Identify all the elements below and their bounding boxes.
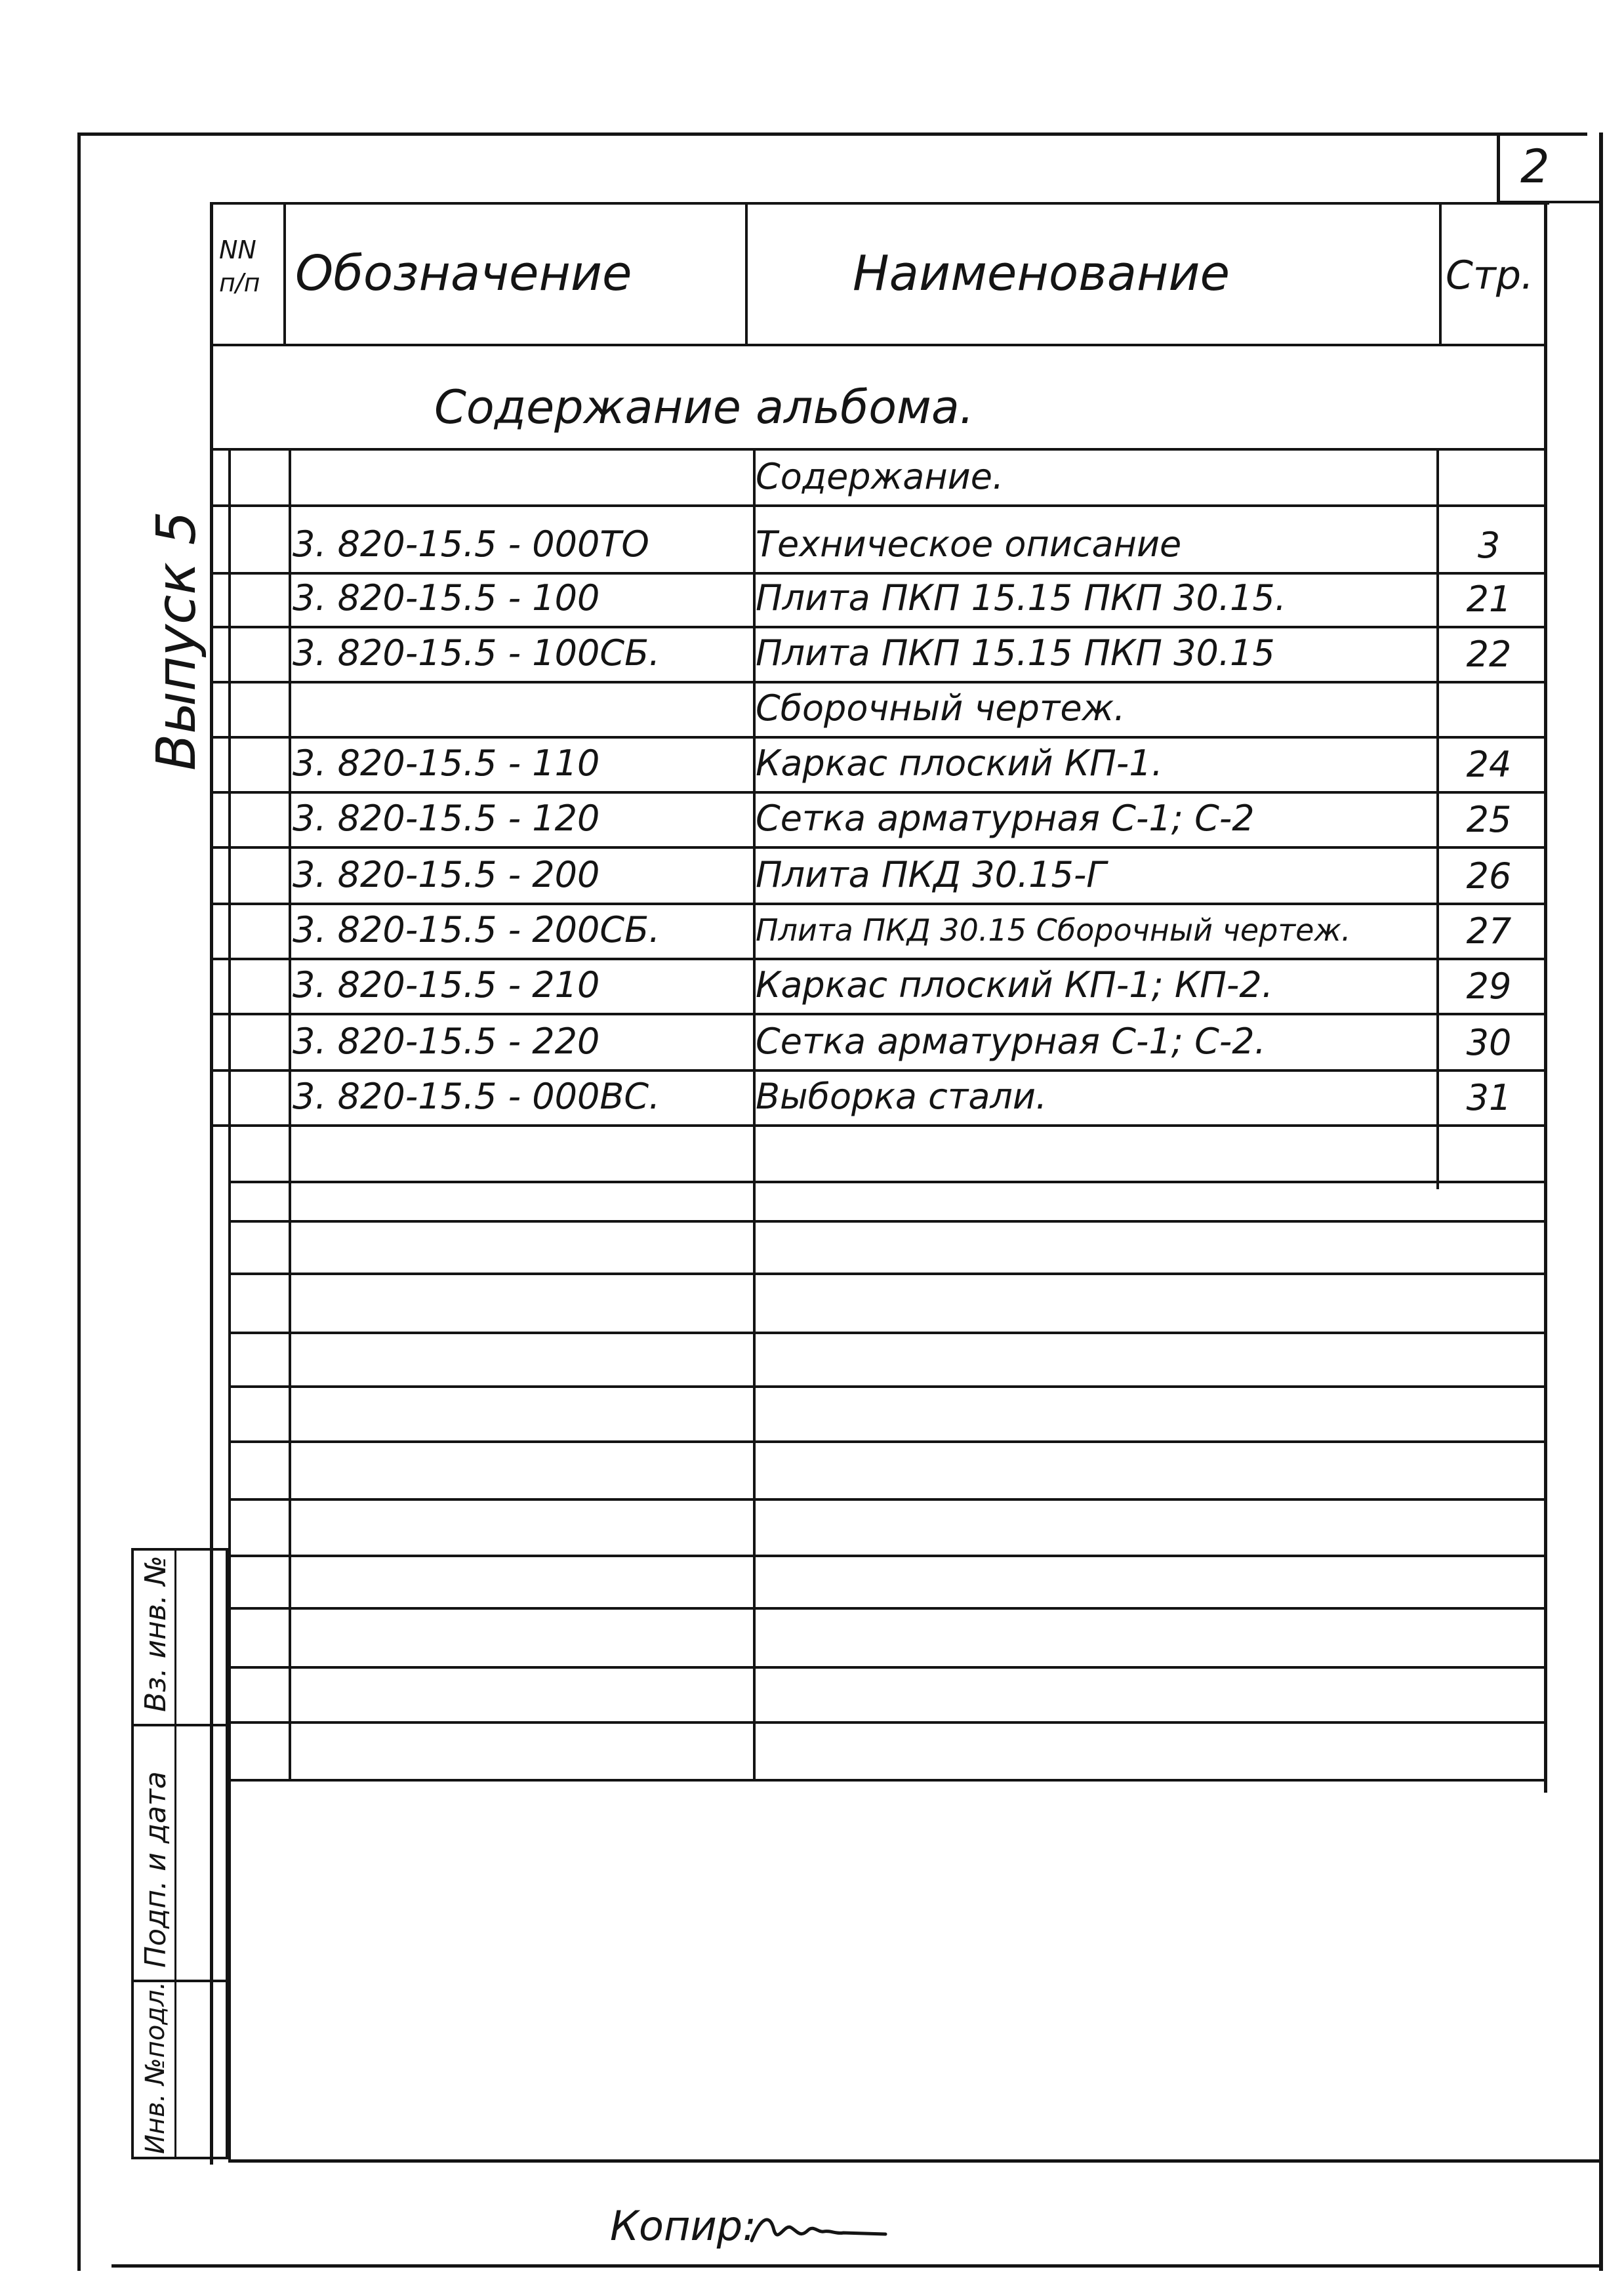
body-divider-3 — [1436, 448, 1439, 1189]
row-designation: 3. 820-15.5 - 000ВС. — [293, 1076, 660, 1117]
row-separator — [211, 903, 1547, 905]
section-bottom-line — [211, 448, 1547, 451]
row-separator — [211, 736, 1547, 739]
header-name: Наименование — [853, 245, 1230, 302]
empty-row-separator — [228, 1332, 1547, 1334]
row-page: 24 — [1466, 744, 1512, 785]
copied-label: Копир: — [610, 2202, 757, 2250]
stamp-divider-1 — [131, 1724, 228, 1726]
row-name: Плита ПКП 15.15 ПКП 30.15. — [756, 577, 1286, 619]
page-number-box-left — [1497, 132, 1500, 203]
row-designation: 3. 820-15.5 - 110 — [293, 743, 600, 784]
row-designation: 3. 820-15.5 - 210 — [293, 964, 600, 1006]
empty-row-separator — [228, 1498, 1547, 1501]
row-separator — [211, 504, 1547, 507]
row-page: 26 — [1466, 855, 1512, 897]
frame-right-line — [1599, 132, 1603, 2271]
header-designation: Обозначение — [295, 245, 632, 302]
row-page: 25 — [1466, 799, 1512, 840]
row-page: 3 — [1477, 525, 1501, 566]
empty-row-separator — [228, 1666, 1547, 1669]
table-bottom-line — [228, 2159, 1602, 2163]
page-number: 2 — [1520, 140, 1550, 194]
frame-bottom-line — [112, 2264, 1602, 2268]
row-name: Сетка арматурная С-1; С-2 — [756, 798, 1255, 839]
stamp-original-inventory: Инв. №подл. — [140, 1981, 171, 2154]
empty-row-separator — [228, 1181, 1547, 1183]
header-bottom-line — [211, 344, 1547, 346]
row-designation: 3. 820-15.5 - 200 — [293, 854, 600, 895]
row-name: Техническое описание — [756, 523, 1182, 565]
row-name: Содержание. — [756, 456, 1004, 497]
row-designation: 3. 820-15.5 - 120 — [293, 798, 600, 839]
row-name: Каркас плоский КП-1. — [756, 743, 1163, 784]
row-name: Сетка арматурная С-1; С-2. — [756, 1021, 1266, 1062]
row-designation: 3. 820-15.5 - 200СБ. — [293, 909, 660, 950]
row-name: Выборка стали. — [756, 1076, 1047, 1117]
issue-label: Выпуск 5 — [146, 511, 208, 771]
empty-row-separator — [228, 1721, 1547, 1724]
row-separator — [211, 1124, 1547, 1127]
left-margin-divider — [228, 448, 231, 2161]
stamp-sign-date: Подп. и дата — [139, 1771, 173, 1968]
row-separator — [211, 958, 1547, 960]
header-divider-2 — [745, 202, 748, 345]
stamp-middle-line — [174, 1548, 176, 2159]
row-page: 21 — [1466, 579, 1512, 620]
empty-row-separator — [228, 1273, 1547, 1275]
row-name: Плита ПКП 15.15 ПКП 30.15 — [756, 632, 1275, 674]
copier-signature — [748, 2204, 892, 2256]
row-name: Каркас плоский КП-1; КП-2. — [756, 964, 1273, 1006]
row-designation: 3. 820-15.5 - 000ТО — [293, 523, 649, 565]
row-separator — [211, 791, 1547, 794]
body-divider-1 — [289, 448, 291, 1781]
row-separator — [211, 846, 1547, 849]
row-separator — [211, 626, 1547, 628]
row-page: 30 — [1466, 1022, 1512, 1063]
empty-row-separator — [228, 1220, 1547, 1223]
header-divider-3 — [1439, 202, 1442, 345]
row-name: Сборочный чертеж. — [756, 687, 1126, 729]
empty-row-separator — [228, 1440, 1547, 1443]
section-title: Содержание альбома. — [434, 380, 974, 434]
header-num: NN п/п — [219, 235, 260, 297]
header-divider-1 — [283, 202, 286, 345]
row-page: 31 — [1466, 1077, 1512, 1118]
row-name: Плита ПКД 30.15 Сборочный чертеж. — [756, 912, 1351, 948]
row-page: 27 — [1466, 910, 1512, 952]
empty-row-separator — [228, 1555, 1547, 1557]
row-designation: 3. 820-15.5 - 100 — [293, 577, 600, 619]
row-separator — [211, 1069, 1547, 1072]
empty-row-separator — [228, 1385, 1547, 1388]
empty-row-separator — [228, 1607, 1547, 1610]
table-end-line — [228, 1779, 1547, 1782]
table-top-line — [211, 202, 1549, 205]
stamp-replaced-inventory: Вз. инв. № — [139, 1555, 173, 1712]
row-designation: 3. 820-15.5 - 220 — [293, 1021, 600, 1062]
row-page: 22 — [1466, 634, 1512, 675]
row-separator — [211, 681, 1547, 683]
row-separator — [211, 572, 1547, 575]
header-page: Стр. — [1446, 253, 1534, 298]
row-name: Плита ПКД 30.15-Г — [756, 854, 1106, 895]
frame-top-line — [77, 132, 1587, 136]
frame-left-line — [77, 132, 81, 2271]
row-designation: 3. 820-15.5 - 100СБ. — [293, 632, 660, 674]
row-page: 29 — [1466, 966, 1512, 1007]
row-separator — [211, 1013, 1547, 1015]
